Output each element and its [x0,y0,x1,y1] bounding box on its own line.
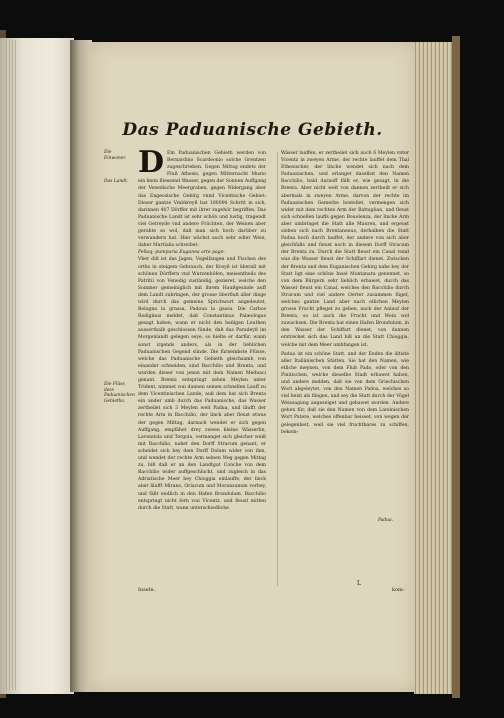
margin-note-padua: Padua. [378,518,394,523]
margin-note-rivers: Die Flüss dess Paduanischen Gebieths. [104,382,135,404]
page-title: Das Paduanische Gebieth. [122,120,383,140]
paragraph: Wässer lauffen, er zertheilet sich auch 6 Meylen vnter Vicentz in zweyen Arme, der rechte lauffet dem Thal Ethesischer, der lincke wendet sich nach dem Paduanischen, und erlanget daselbst den Namen Bacchilio, bald darauff fällt er, wie gesagt, in die Brenta. Aber nicht weit von dannen zertheilt er sich abermals in zweyen Arme, darvon der rechte im Paduanischen Gemerke bestellet, vermengen sich wider mit dem rechten Arm der Battaglian, und fleust sich schnellen lauffs gegen Bouolenza, der lincke Arm aber umbringet die Statt alle Mauren, und ergeust sieben sich nach Brentaneuus, derhalben die Statt Padua hoch durch lauffet, der andere von sich aber gleichfalls und fleust noch in diesem Dorff Stracum der Brenta zu. Durch die Statt fleust ein Canal vnnd was die Wasser fleust der Schiffart dienet. Zwischen der Brenta und dem Euganischen Gebirg nahe bey der Statt ligt eine schöne Insel Montanara genennet, so von dem Bürgern sehr lieblich erbawet, durch das Wasser fleust ein Canal, welches den Bacchilio durch Stracum und viel andere Oerter zusammen füget, welches gantze Land aber nach etlichen Meylen grosse Frucht pfleget zu geben, auch der Anlauf der Brenta, so ist auch die Frucht und Wein wol zuwachsen. Die Brenta hat einen Hafen Brondulum, in den Wasser der Schiffart dienet, von dannen erstrecket sich das Land biß an die Statt Chioggia, welche mit dem Meer umbfangen ist. [281,151,409,348]
paragraph: Vber diß ist das Jagen, Vogelfangen und Fischen des orths in steigem Gebrauch, der Kreyß ist überall mit schönen Dörffern vnd Wurzenhöfen, meisentheils des Patritii von Venedig zuständig, gezieret, welche den Sommer gemeiniglich mit ihrem Haußgesinde auff dem Landt zubringen, der grosse überfluß aller dinge wird durch das gemeine Sprichwort angedeutet, Bologna la grassa, Padoua la gassa. Die Carbos Rodiginus meldet, daß Constantinus Palæologus gesagt haben, wann er nicht den heiligen Leuthen ausserthalb geschlossen fünde, daß das Paradeyß im Morgenlandt gelegen seye, so hielte er darfür, wann sonst irgends anders, als in der lieblichen Paduanischen Gegend sünde. Die fürnembste Flüsse, welche das Paduanische Gebieth gleichsamb von einander schneiden, sind Bacchilio und Brenta, und wurden dieser von jenen mit dem Namen Meduaci genant. Brenta entspringt zehen Meylen unter Trident, nimmet von dannen seinen schnellen Lauff zu dem Vicentinischen Lande, auß dem hat sich Brenta ein ander umb durch das Paduanische, das Wasser zertheilet sich 3 Meylen weit Padua, und läufft der rechte Arm in Bacchilio, der linck aber fleust etwas der gegen Mittag, darnach wendet er sich gegen Auffgang, empfähet drey zween kleine Wässerlin, Lavendola und Tergola, vermenget sich gleicher weiß mit Bacchilio, nahet den Dorff Stracum genant, er scheidet sich bey dem Dorff Dolum wider von ihm, und wendet der rechte Arm seinen Weg gegen Mittag zu, biß daß er an den Landtgut Conche von dem Bacchilio wider auffgeschluckt, und zugleich in das Adriatische Meer bey Chioggia einlauffe, der linck aber läufft Mirano, Oriacum und Moranzanum vorbey, und fällt endlich in den Hafen Brondulum. Bacchilio entspringt nicht fern von Vicentz, und fleust mitten durch die Statt, wann unterschiedliche [138,257,266,511]
left-page-edges [6,40,16,690]
catchword-left: Inseln. [138,587,156,593]
margin-note-inhabitants: Die Einwoner. [104,150,127,161]
margin-note-land: Das Landt. [104,179,129,184]
drop-cap: D [138,150,165,180]
signature-mark: L [357,580,361,587]
book-gutter [70,40,92,692]
right-page-edges [414,42,454,694]
paragraph: Em Paduanischen Gebieth werden von Bernardino Scardeonio solche Grentzen zugeschrieben. Gegen Mittag endets der Fluß Athesis, gegen Mitternacht Musto ein klein fliessend Wasser, gegen der Sonnen Auffgang der Venedische Meergraben, gegen Nidergang aber das Engeosische Gebirg vnnd Vicentische Gebiet: Dieser gantze Vmbkreyß hat 180000 Schritt in sich, darinnen 407 Dörffer mit ihrer zugehör begriffen. Das Paduanische Landt ist sehr schön und lustig, tragendt viel Getreyde vnd andere Früchten, der Weinen aber gerahte so wol, daß man sich hoch darüber zu verwundern hat. Hier wächst auch sehr edler Wein, daher Martialis schreibet: [138,151,266,249]
book-spread [0,30,504,698]
latin-quote: Pellaq; pumpuria Euganea arte pago. [138,250,225,256]
right-page [90,42,415,692]
paragraph: Padua ist ein schöne Statt, und der Enden die ältiste aller Italiänischen Stätten. Sie hat den Namen, wie etliche meynen, von dem Fluß Pado, oder von den Pinitischen, welche dieselbe Stadt erbawet haben, und andere melden, daß sie von dem Griechischen Wort abgeleytet, von den Namen Padoa, welches so viel heist als fliegen, und sey die Statt durch der Vögel Weissagung angezeiget und gebawet worden. Andere geben für, daß sie den Namen von dem Lateinischen Wort Patere, welches offenbar heisset, von wegen der gelegenheit, weil sie viel fruchtbares zu schiffen, bekom- [281,351,409,435]
column-rule [277,152,278,586]
right-text-column [281,150,409,590]
right-cover [452,36,460,698]
left-text-column [138,150,266,590]
catchword-right: kom- [392,587,405,593]
